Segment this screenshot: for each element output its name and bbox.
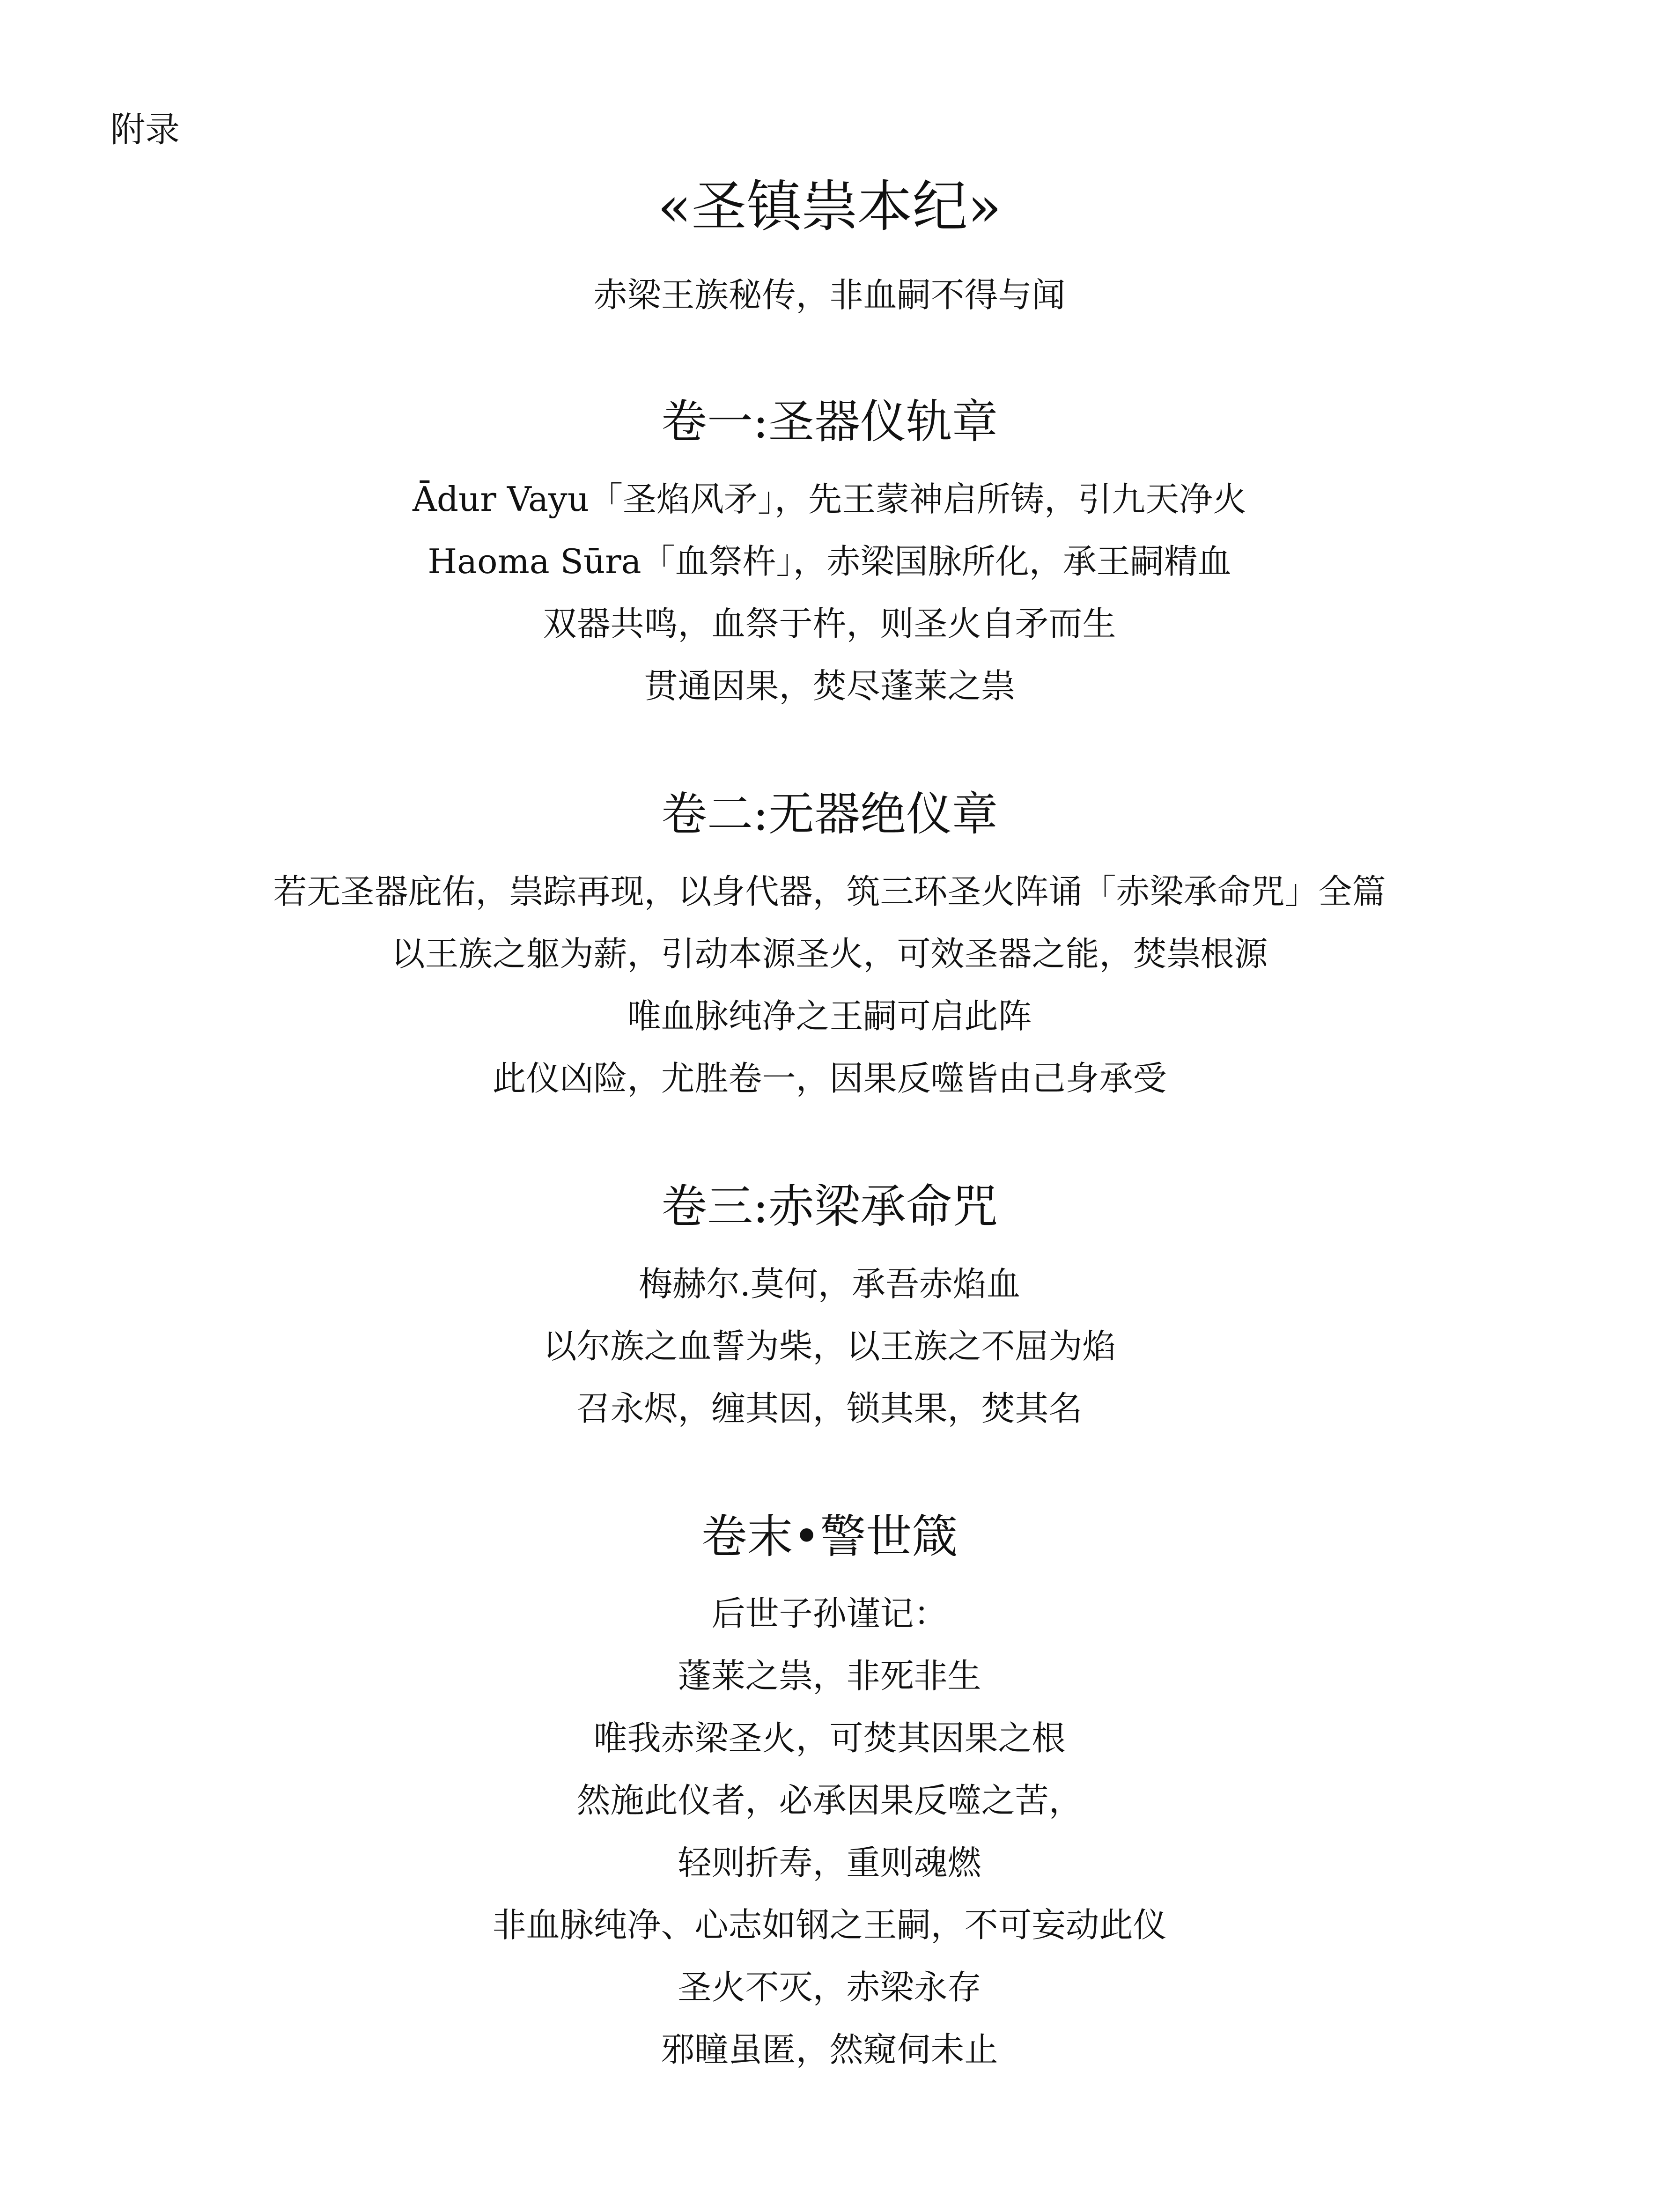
closing-line-2: 蓬莱之祟，非死非生	[678, 1656, 981, 1696]
section-1-line-4: 贯通因果，焚尽蓬莱之祟	[644, 666, 1015, 706]
closing-line-8: 邪瞳虽匿，然窥伺未止	[661, 2030, 998, 2069]
section-3-line-1: 梅赫尔.莫何，承吾赤焰血	[639, 1264, 1020, 1304]
closing-line-4: 然施此仪者，必承因果反噬之苦，	[576, 1781, 1083, 1820]
appendix-label: 附录	[111, 110, 180, 150]
section-1-line-3: 双器共鸣，血祭于杵，则圣火自矛而生	[543, 604, 1116, 643]
closing-section-heading: 卷末•警世箴	[701, 1510, 958, 1563]
section-2-line-2: 以王族之躯为薪，引动本源圣火，可效圣器之能，焚祟根源	[391, 934, 1268, 973]
section-2-line-4: 此仪凶险，尤胜卷一，因果反噬皆由己身承受	[492, 1059, 1167, 1098]
closing-line-6: 非血脉纯净、心志如钢之王嗣，不可妄动此仪	[492, 1905, 1167, 1945]
section-1-heading: 卷一:圣器仪轨章	[661, 395, 998, 449]
section-2-line-3: 唯血脉纯净之王嗣可启此阵	[627, 996, 1032, 1036]
document-subtitle: 赤梁王族秘传，非血嗣不得与闻	[593, 275, 1066, 315]
section-1-line-2: Haoma Sūra「血祭杵」，赤梁国脉所化，承王嗣精血	[428, 542, 1231, 581]
section-2-line-1: 若无圣器庇佑，祟踪再现，以身代器，筑三环圣火阵诵「赤梁承命咒」全篇	[273, 872, 1386, 911]
document-title: «圣镇祟本纪»	[657, 174, 1002, 239]
section-3-line-3: 召永烬，缠其因，锁其果，焚其名	[576, 1389, 1083, 1428]
closing-line-5: 轻则折寿，重则魂燃	[678, 1843, 981, 1882]
closing-line-1: 后世子孙谨记：	[711, 1594, 948, 1633]
section-3-heading: 卷三:赤梁承命咒	[661, 1180, 998, 1233]
section-1-line-1: Ādur Vayu「圣焰风矛」，先王蒙神启所铸，引九天净火	[412, 479, 1247, 519]
closing-line-7: 圣火不灭，赤梁永存	[678, 1968, 981, 2007]
closing-line-3: 唯我赤梁圣火，可焚其因果之根	[593, 1718, 1066, 1758]
section-3-line-2: 以尔族之血誓为柴，以王族之不屈为焰	[543, 1327, 1116, 1366]
section-2-heading: 卷二:无器绝仪章	[661, 788, 998, 841]
